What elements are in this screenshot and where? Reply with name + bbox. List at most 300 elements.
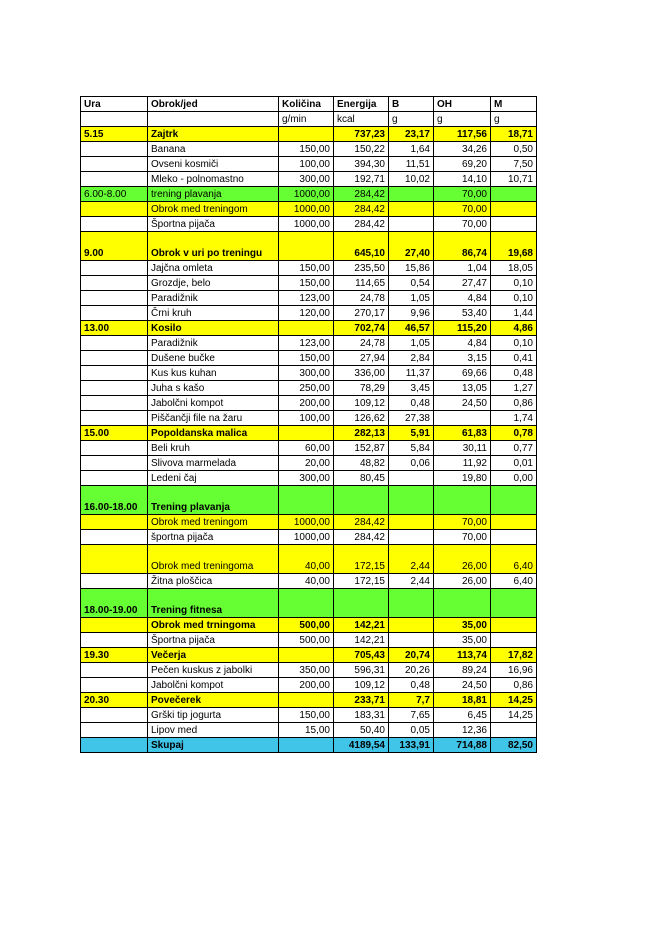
fat-cell: 0,48 bbox=[491, 366, 537, 381]
carbs-cell: 70,00 bbox=[434, 202, 491, 217]
carbs-cell: 19,80 bbox=[434, 471, 491, 486]
protein-cell: 20,26 bbox=[389, 663, 434, 678]
time-cell: 20.30 bbox=[81, 693, 148, 708]
energy-cell: 737,23 bbox=[334, 127, 389, 142]
item-cell: Ovseni kosmiči bbox=[148, 157, 279, 172]
table-row bbox=[81, 187, 537, 202]
carbs-cell: 70,00 bbox=[434, 515, 491, 530]
time-cell bbox=[81, 618, 148, 633]
fat-cell: 82,50 bbox=[491, 738, 537, 753]
time-cell bbox=[81, 633, 148, 648]
carbs-cell: 1,04 bbox=[434, 261, 491, 276]
table-row bbox=[81, 321, 537, 336]
item-cell: trening plavanja bbox=[148, 187, 279, 202]
quantity-cell: 100,00 bbox=[279, 157, 334, 172]
unit-cell: g bbox=[389, 112, 434, 127]
item-cell: Kus kus kuhan bbox=[148, 366, 279, 381]
protein-cell bbox=[389, 633, 434, 648]
table-row bbox=[81, 678, 537, 693]
energy-cell: 126,62 bbox=[334, 411, 389, 426]
time-cell bbox=[81, 530, 148, 545]
table-row bbox=[81, 441, 537, 456]
time-cell bbox=[81, 723, 148, 738]
fat-cell: 7,50 bbox=[491, 157, 537, 172]
quantity-cell: 300,00 bbox=[279, 471, 334, 486]
carbs-cell: 18,81 bbox=[434, 693, 491, 708]
item-cell: Športna pijača bbox=[148, 633, 279, 648]
quantity-cell: 150,00 bbox=[279, 708, 334, 723]
carbs-cell: 61,83 bbox=[434, 426, 491, 441]
item-cell: Kosilo bbox=[148, 321, 279, 336]
fat-cell: 0,10 bbox=[491, 276, 537, 291]
units-row bbox=[81, 112, 537, 127]
item-cell: Športna pijača bbox=[148, 217, 279, 232]
table-row bbox=[81, 276, 537, 291]
quantity-cell bbox=[279, 738, 334, 753]
carbs-cell: 89,24 bbox=[434, 663, 491, 678]
table-row bbox=[81, 142, 537, 157]
carbs-cell: 714,88 bbox=[434, 738, 491, 753]
item-cell: Beli kruh bbox=[148, 441, 279, 456]
protein-cell bbox=[389, 217, 434, 232]
energy-cell: 235,50 bbox=[334, 261, 389, 276]
time-cell bbox=[81, 276, 148, 291]
item-cell: Obrok med treningom bbox=[148, 515, 279, 530]
column-header: B bbox=[389, 97, 434, 112]
time-cell bbox=[81, 261, 148, 276]
protein-cell bbox=[389, 486, 434, 515]
item-cell: Piščančji file na žaru bbox=[148, 411, 279, 426]
carbs-cell: 35,00 bbox=[434, 633, 491, 648]
fat-cell bbox=[491, 723, 537, 738]
quantity-cell: 350,00 bbox=[279, 663, 334, 678]
table-row bbox=[81, 411, 537, 426]
item-cell: Zajtrk bbox=[148, 127, 279, 142]
fat-cell bbox=[491, 217, 537, 232]
energy-cell: 24,78 bbox=[334, 291, 389, 306]
fat-cell bbox=[491, 202, 537, 217]
protein-cell bbox=[389, 515, 434, 530]
time-cell bbox=[81, 217, 148, 232]
quantity-cell: 15,00 bbox=[279, 723, 334, 738]
table-row bbox=[81, 456, 537, 471]
table-row bbox=[81, 396, 537, 411]
table-row bbox=[81, 486, 537, 515]
quantity-cell: 40,00 bbox=[279, 545, 334, 574]
protein-cell: 9,96 bbox=[389, 306, 434, 321]
protein-cell: 11,37 bbox=[389, 366, 434, 381]
carbs-cell: 24,50 bbox=[434, 396, 491, 411]
item-cell: Povečerek bbox=[148, 693, 279, 708]
energy-cell: 705,43 bbox=[334, 648, 389, 663]
item-cell: Žitna ploščica bbox=[148, 574, 279, 589]
quantity-cell: 300,00 bbox=[279, 172, 334, 187]
energy-cell: 233,71 bbox=[334, 693, 389, 708]
carbs-cell: 14,10 bbox=[434, 172, 491, 187]
header-row bbox=[81, 97, 537, 112]
carbs-cell: 117,56 bbox=[434, 127, 491, 142]
protein-cell: 0,06 bbox=[389, 456, 434, 471]
quantity-cell: 250,00 bbox=[279, 381, 334, 396]
quantity-cell bbox=[279, 426, 334, 441]
fat-cell: 19,68 bbox=[491, 232, 537, 261]
carbs-cell: 53,40 bbox=[434, 306, 491, 321]
time-cell: 15.00 bbox=[81, 426, 148, 441]
table-row bbox=[81, 306, 537, 321]
table-row bbox=[81, 723, 537, 738]
fat-cell: 14,25 bbox=[491, 693, 537, 708]
protein-cell: 1,05 bbox=[389, 336, 434, 351]
quantity-cell bbox=[279, 693, 334, 708]
nutrition-table bbox=[80, 96, 537, 753]
time-cell: 6.00-8.00 bbox=[81, 187, 148, 202]
item-cell: Jajčna omleta bbox=[148, 261, 279, 276]
energy-cell: 702,74 bbox=[334, 321, 389, 336]
protein-cell: 15,86 bbox=[389, 261, 434, 276]
time-cell: 9.00 bbox=[81, 232, 148, 261]
quantity-cell: 500,00 bbox=[279, 633, 334, 648]
column-header: Količina bbox=[279, 97, 334, 112]
carbs-cell: 69,66 bbox=[434, 366, 491, 381]
protein-cell: 7,65 bbox=[389, 708, 434, 723]
item-cell: Grški tip jogurta bbox=[148, 708, 279, 723]
table-row bbox=[81, 633, 537, 648]
energy-cell: 282,13 bbox=[334, 426, 389, 441]
protein-cell bbox=[389, 202, 434, 217]
quantity-cell bbox=[279, 486, 334, 515]
item-cell: Ledeni čaj bbox=[148, 471, 279, 486]
item-cell: Jabolčni kompot bbox=[148, 678, 279, 693]
column-header: Ura bbox=[81, 97, 148, 112]
quantity-cell: 150,00 bbox=[279, 261, 334, 276]
carbs-cell: 86,74 bbox=[434, 232, 491, 261]
time-cell: 19.30 bbox=[81, 648, 148, 663]
energy-cell: 192,71 bbox=[334, 172, 389, 187]
table-row bbox=[81, 366, 537, 381]
item-cell: Pečen kuskus z jabolki bbox=[148, 663, 279, 678]
quantity-cell: 1000,00 bbox=[279, 187, 334, 202]
quantity-cell: 1000,00 bbox=[279, 530, 334, 545]
item-cell: Paradižnik bbox=[148, 291, 279, 306]
column-header: M bbox=[491, 97, 537, 112]
item-cell: Jabolčni kompot bbox=[148, 396, 279, 411]
item-cell: Obrok med treningoma bbox=[148, 545, 279, 574]
energy-cell: 109,12 bbox=[334, 396, 389, 411]
item-cell: Popoldanska malica bbox=[148, 426, 279, 441]
fat-cell: 18,71 bbox=[491, 127, 537, 142]
protein-cell: 27,38 bbox=[389, 411, 434, 426]
time-cell bbox=[81, 351, 148, 366]
protein-cell bbox=[389, 187, 434, 202]
item-cell: Trening fitnesa bbox=[148, 589, 279, 618]
item-cell: Črni kruh bbox=[148, 306, 279, 321]
carbs-cell: 70,00 bbox=[434, 530, 491, 545]
quantity-cell: 120,00 bbox=[279, 306, 334, 321]
time-cell bbox=[81, 336, 148, 351]
fat-cell: 6,40 bbox=[491, 574, 537, 589]
energy-cell: 172,15 bbox=[334, 545, 389, 574]
protein-cell: 23,17 bbox=[389, 127, 434, 142]
carbs-cell: 12,36 bbox=[434, 723, 491, 738]
unit-cell: kcal bbox=[334, 112, 389, 127]
item-cell: Mleko - polnomastno bbox=[148, 172, 279, 187]
item-cell: Večerja bbox=[148, 648, 279, 663]
time-cell: 5.15 bbox=[81, 127, 148, 142]
fat-cell bbox=[491, 486, 537, 515]
carbs-cell: 3,15 bbox=[434, 351, 491, 366]
protein-cell: 7,7 bbox=[389, 693, 434, 708]
column-header: Obrok/jed bbox=[148, 97, 279, 112]
item-cell: Obrok med trningoma bbox=[148, 618, 279, 633]
fat-cell: 14,25 bbox=[491, 708, 537, 723]
energy-cell: 114,65 bbox=[334, 276, 389, 291]
quantity-cell: 300,00 bbox=[279, 366, 334, 381]
fat-cell: 0,77 bbox=[491, 441, 537, 456]
protein-cell bbox=[389, 530, 434, 545]
time-cell bbox=[81, 396, 148, 411]
time-cell bbox=[81, 471, 148, 486]
item-cell: Obrok v uri po treningu bbox=[148, 232, 279, 261]
quantity-cell: 500,00 bbox=[279, 618, 334, 633]
energy-cell: 78,29 bbox=[334, 381, 389, 396]
quantity-cell bbox=[279, 648, 334, 663]
energy-cell: 394,30 bbox=[334, 157, 389, 172]
quantity-cell: 1000,00 bbox=[279, 217, 334, 232]
energy-cell: 284,42 bbox=[334, 202, 389, 217]
energy-cell bbox=[334, 486, 389, 515]
fat-cell: 4,86 bbox=[491, 321, 537, 336]
table-row bbox=[81, 291, 537, 306]
fat-cell: 1,74 bbox=[491, 411, 537, 426]
energy-cell: 24,78 bbox=[334, 336, 389, 351]
carbs-cell: 26,00 bbox=[434, 574, 491, 589]
protein-cell: 10,02 bbox=[389, 172, 434, 187]
energy-cell bbox=[334, 589, 389, 618]
quantity-cell: 60,00 bbox=[279, 441, 334, 456]
time-cell bbox=[81, 306, 148, 321]
item-cell: Lipov med bbox=[148, 723, 279, 738]
fat-cell bbox=[491, 589, 537, 618]
energy-cell: 172,15 bbox=[334, 574, 389, 589]
quantity-cell: 1000,00 bbox=[279, 515, 334, 530]
fat-cell: 0,50 bbox=[491, 142, 537, 157]
protein-cell: 1,05 bbox=[389, 291, 434, 306]
time-cell bbox=[81, 172, 148, 187]
fat-cell: 0,86 bbox=[491, 678, 537, 693]
table-row bbox=[81, 336, 537, 351]
energy-cell: 284,42 bbox=[334, 187, 389, 202]
table-row bbox=[81, 351, 537, 366]
fat-cell: 0,10 bbox=[491, 291, 537, 306]
unit-cell: g/min bbox=[279, 112, 334, 127]
energy-cell: 284,42 bbox=[334, 217, 389, 232]
table-row bbox=[81, 381, 537, 396]
unit-cell bbox=[81, 112, 148, 127]
quantity-cell: 20,00 bbox=[279, 456, 334, 471]
protein-cell: 46,57 bbox=[389, 321, 434, 336]
item-cell: Dušene bučke bbox=[148, 351, 279, 366]
quantity-cell: 200,00 bbox=[279, 396, 334, 411]
item-cell: Banana bbox=[148, 142, 279, 157]
table-row bbox=[81, 574, 537, 589]
quantity-cell: 150,00 bbox=[279, 142, 334, 157]
table-row bbox=[81, 648, 537, 663]
energy-cell: 50,40 bbox=[334, 723, 389, 738]
table-row bbox=[81, 127, 537, 142]
carbs-cell: 26,00 bbox=[434, 545, 491, 574]
fat-cell: 1,27 bbox=[491, 381, 537, 396]
quantity-cell: 100,00 bbox=[279, 411, 334, 426]
column-header: Energija bbox=[334, 97, 389, 112]
protein-cell bbox=[389, 471, 434, 486]
unit-cell: g bbox=[491, 112, 537, 127]
energy-cell: 284,42 bbox=[334, 530, 389, 545]
quantity-cell bbox=[279, 232, 334, 261]
quantity-cell: 150,00 bbox=[279, 351, 334, 366]
fat-cell: 0,00 bbox=[491, 471, 537, 486]
carbs-cell: 35,00 bbox=[434, 618, 491, 633]
energy-cell: 142,21 bbox=[334, 618, 389, 633]
energy-cell: 27,94 bbox=[334, 351, 389, 366]
fat-cell bbox=[491, 618, 537, 633]
time-cell: 16.00-18.00 bbox=[81, 486, 148, 515]
item-cell: Juha s kašo bbox=[148, 381, 279, 396]
time-cell bbox=[81, 366, 148, 381]
time-cell bbox=[81, 142, 148, 157]
column-header: OH bbox=[434, 97, 491, 112]
time-cell bbox=[81, 202, 148, 217]
carbs-cell: 115,20 bbox=[434, 321, 491, 336]
time-cell bbox=[81, 456, 148, 471]
carbs-cell bbox=[434, 589, 491, 618]
table-row bbox=[81, 530, 537, 545]
table-row bbox=[81, 426, 537, 441]
carbs-cell: 113,74 bbox=[434, 648, 491, 663]
protein-cell: 2,44 bbox=[389, 545, 434, 574]
energy-cell: 183,31 bbox=[334, 708, 389, 723]
energy-cell: 80,45 bbox=[334, 471, 389, 486]
energy-cell: 4189,54 bbox=[334, 738, 389, 753]
carbs-cell: 34,26 bbox=[434, 142, 491, 157]
energy-cell: 270,17 bbox=[334, 306, 389, 321]
carbs-cell: 6,45 bbox=[434, 708, 491, 723]
protein-cell: 5,84 bbox=[389, 441, 434, 456]
table-row bbox=[81, 202, 537, 217]
protein-cell: 2,84 bbox=[389, 351, 434, 366]
item-cell: Paradižnik bbox=[148, 336, 279, 351]
carbs-cell: 4,84 bbox=[434, 291, 491, 306]
quantity-cell: 150,00 bbox=[279, 276, 334, 291]
unit-cell bbox=[148, 112, 279, 127]
protein-cell: 11,51 bbox=[389, 157, 434, 172]
table-row bbox=[81, 618, 537, 633]
fat-cell bbox=[491, 515, 537, 530]
time-cell bbox=[81, 291, 148, 306]
table-row bbox=[81, 232, 537, 261]
time-cell bbox=[81, 545, 148, 574]
carbs-cell: 24,50 bbox=[434, 678, 491, 693]
fat-cell: 16,96 bbox=[491, 663, 537, 678]
unit-cell: g bbox=[434, 112, 491, 127]
protein-cell: 5,91 bbox=[389, 426, 434, 441]
carbs-cell bbox=[434, 411, 491, 426]
time-cell bbox=[81, 574, 148, 589]
protein-cell: 0,54 bbox=[389, 276, 434, 291]
energy-cell: 645,10 bbox=[334, 232, 389, 261]
time-cell bbox=[81, 411, 148, 426]
quantity-cell bbox=[279, 127, 334, 142]
item-cell: Skupaj bbox=[148, 738, 279, 753]
item-cell: Slivova marmelada bbox=[148, 456, 279, 471]
quantity-cell: 123,00 bbox=[279, 336, 334, 351]
energy-cell: 142,21 bbox=[334, 633, 389, 648]
time-cell bbox=[81, 515, 148, 530]
table-row bbox=[81, 157, 537, 172]
time-cell bbox=[81, 663, 148, 678]
fat-cell bbox=[491, 187, 537, 202]
quantity-cell bbox=[279, 321, 334, 336]
item-cell: športna pijača bbox=[148, 530, 279, 545]
item-cell: Grozdje, belo bbox=[148, 276, 279, 291]
fat-cell: 0,78 bbox=[491, 426, 537, 441]
time-cell bbox=[81, 381, 148, 396]
item-cell: Trening plavanja bbox=[148, 486, 279, 515]
carbs-cell: 69,20 bbox=[434, 157, 491, 172]
fat-cell: 1,44 bbox=[491, 306, 537, 321]
fat-cell: 0,01 bbox=[491, 456, 537, 471]
table-row bbox=[81, 738, 537, 753]
item-cell: Obrok med treningom bbox=[148, 202, 279, 217]
fat-cell bbox=[491, 530, 537, 545]
energy-cell: 596,31 bbox=[334, 663, 389, 678]
time-cell bbox=[81, 157, 148, 172]
time-cell bbox=[81, 738, 148, 753]
table-row bbox=[81, 663, 537, 678]
fat-cell: 17,82 bbox=[491, 648, 537, 663]
fat-cell: 18,05 bbox=[491, 261, 537, 276]
protein-cell: 3,45 bbox=[389, 381, 434, 396]
energy-cell: 152,87 bbox=[334, 441, 389, 456]
protein-cell bbox=[389, 589, 434, 618]
table-row bbox=[81, 708, 537, 723]
table-row bbox=[81, 172, 537, 187]
time-cell: 13.00 bbox=[81, 321, 148, 336]
table-row bbox=[81, 217, 537, 232]
fat-cell: 6,40 bbox=[491, 545, 537, 574]
carbs-cell: 11,92 bbox=[434, 456, 491, 471]
table-row bbox=[81, 261, 537, 276]
carbs-cell: 27,47 bbox=[434, 276, 491, 291]
protein-cell: 0,48 bbox=[389, 678, 434, 693]
time-cell: 18.00-19.00 bbox=[81, 589, 148, 618]
quantity-cell bbox=[279, 589, 334, 618]
carbs-cell: 4,84 bbox=[434, 336, 491, 351]
quantity-cell: 123,00 bbox=[279, 291, 334, 306]
table-row bbox=[81, 545, 537, 574]
time-cell bbox=[81, 441, 148, 456]
energy-cell: 336,00 bbox=[334, 366, 389, 381]
quantity-cell: 200,00 bbox=[279, 678, 334, 693]
fat-cell: 0,41 bbox=[491, 351, 537, 366]
carbs-cell bbox=[434, 486, 491, 515]
fat-cell: 10,71 bbox=[491, 172, 537, 187]
protein-cell: 20,74 bbox=[389, 648, 434, 663]
table-row bbox=[81, 515, 537, 530]
energy-cell: 48,82 bbox=[334, 456, 389, 471]
protein-cell: 0,48 bbox=[389, 396, 434, 411]
protein-cell bbox=[389, 618, 434, 633]
carbs-cell: 13,05 bbox=[434, 381, 491, 396]
